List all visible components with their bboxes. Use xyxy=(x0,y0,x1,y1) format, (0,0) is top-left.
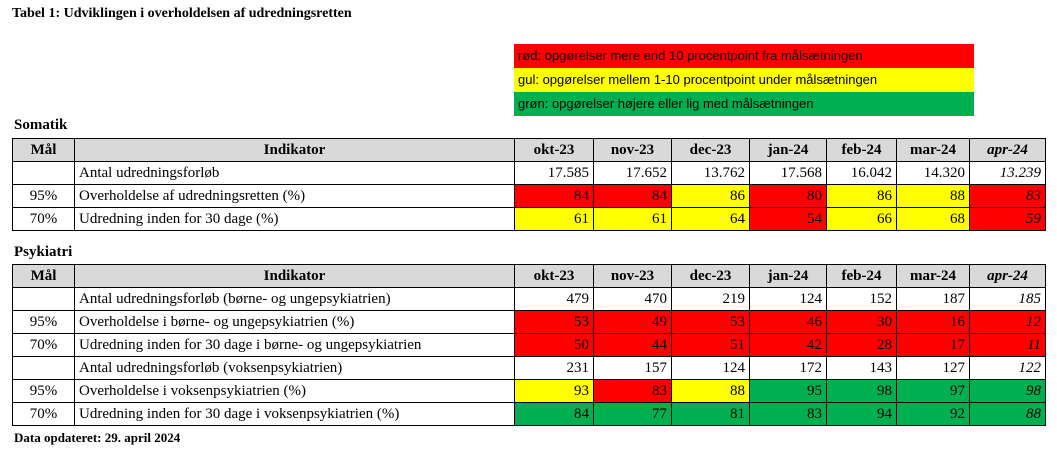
legend-green: grøn: opgørelser højere eller lig med målsætningen xyxy=(514,92,974,116)
header-month: mar-24 xyxy=(897,265,970,288)
header-goal: Mål xyxy=(13,265,75,288)
goal-cell: 70% xyxy=(13,208,75,231)
value-cell: 97 xyxy=(897,380,970,403)
section-title-somatik: Somatik xyxy=(14,117,68,133)
table-row xyxy=(13,288,1046,311)
section-title-psykiatri: Psykiatri xyxy=(14,244,73,260)
psykiatri-table xyxy=(12,264,1046,426)
value-cell: 187 xyxy=(897,288,970,311)
value-cell: 86 xyxy=(672,185,750,208)
header-month: nov-23 xyxy=(594,139,672,162)
table-row xyxy=(13,403,1046,426)
value-cell: 98 xyxy=(970,380,1046,403)
header-month: apr-24 xyxy=(970,265,1046,288)
table-row xyxy=(13,311,1046,334)
value-cell: 185 xyxy=(970,288,1046,311)
goal-cell: 70% xyxy=(13,403,75,426)
value-cell: 124 xyxy=(672,357,750,380)
value-cell: 53 xyxy=(672,311,750,334)
indicator-cell: Udredning inden for 30 dage i børne- og ungepsykiatrien xyxy=(75,334,515,357)
goal-cell: 95% xyxy=(13,311,75,334)
header-month: apr-24 xyxy=(970,139,1046,162)
indicator-cell: Overholdelse i voksenpsykiatrien (%) xyxy=(75,380,515,403)
legend-red: rød: opgørelser mere end 10 procentpoint fra målsætningen xyxy=(514,44,974,68)
goal-cell xyxy=(13,288,75,311)
value-cell: 12 xyxy=(970,311,1046,334)
legend-yellow: gul: opgørelser mellem 1-10 procentpoint under målsætningen xyxy=(514,68,974,92)
table-title: Tabel 1: Udviklingen i overholdelsen af udredningsretten xyxy=(12,6,352,21)
goal-cell: 70% xyxy=(13,334,75,357)
value-cell: 61 xyxy=(594,208,672,231)
header-month: dec-23 xyxy=(672,265,750,288)
goal-cell xyxy=(13,162,75,185)
value-cell: 127 xyxy=(897,357,970,380)
indicator-cell: Udredning inden for 30 dage (%) xyxy=(75,208,515,231)
table-row xyxy=(13,334,1046,357)
value-cell: 44 xyxy=(594,334,672,357)
value-cell: 13.239 xyxy=(970,162,1046,185)
value-cell: 92 xyxy=(897,403,970,426)
value-cell: 81 xyxy=(672,403,750,426)
header-month: feb-24 xyxy=(827,265,897,288)
header-indicator: Indikator xyxy=(75,139,515,162)
value-cell: 143 xyxy=(827,357,897,380)
indicator-cell: Overholdelse af udredningsretten (%) xyxy=(75,185,515,208)
value-cell: 17.585 xyxy=(515,162,594,185)
table-row xyxy=(13,162,1046,185)
value-cell: 42 xyxy=(750,334,827,357)
value-cell: 28 xyxy=(827,334,897,357)
header-month: nov-23 xyxy=(594,265,672,288)
value-cell: 16 xyxy=(897,311,970,334)
value-cell: 68 xyxy=(897,208,970,231)
value-cell: 46 xyxy=(750,311,827,334)
header-indicator: Indikator xyxy=(75,265,515,288)
value-cell: 13.762 xyxy=(672,162,750,185)
value-cell: 95 xyxy=(750,380,827,403)
value-cell: 54 xyxy=(750,208,827,231)
header-month: okt-23 xyxy=(515,265,594,288)
value-cell: 172 xyxy=(750,357,827,380)
value-cell: 64 xyxy=(672,208,750,231)
value-cell: 80 xyxy=(750,185,827,208)
value-cell: 49 xyxy=(594,311,672,334)
table-row xyxy=(13,208,1046,231)
goal-cell: 95% xyxy=(13,185,75,208)
header-row xyxy=(13,265,1046,288)
color-legend xyxy=(514,44,974,116)
table-row xyxy=(13,357,1046,380)
value-cell: 61 xyxy=(515,208,594,231)
value-cell: 14.320 xyxy=(897,162,970,185)
header-month: jan-24 xyxy=(750,265,827,288)
value-cell: 86 xyxy=(827,185,897,208)
value-cell: 88 xyxy=(970,403,1046,426)
goal-cell xyxy=(13,357,75,380)
value-cell: 84 xyxy=(594,185,672,208)
value-cell: 17 xyxy=(897,334,970,357)
indicator-cell: Overholdelse i børne- og ungepsykiatrien (%) xyxy=(75,311,515,334)
header-goal: Mål xyxy=(13,139,75,162)
table-row xyxy=(13,380,1046,403)
header-month: mar-24 xyxy=(897,139,970,162)
header-month: feb-24 xyxy=(827,139,897,162)
value-cell: 50 xyxy=(515,334,594,357)
value-cell: 77 xyxy=(594,403,672,426)
header-month: jan-24 xyxy=(750,139,827,162)
value-cell: 30 xyxy=(827,311,897,334)
value-cell: 84 xyxy=(515,185,594,208)
value-cell: 88 xyxy=(672,380,750,403)
value-cell: 11 xyxy=(970,334,1046,357)
goal-cell: 95% xyxy=(13,380,75,403)
value-cell: 157 xyxy=(594,357,672,380)
value-cell: 152 xyxy=(827,288,897,311)
indicator-cell: Udredning inden for 30 dage i voksenpsykiatrien (%) xyxy=(75,403,515,426)
value-cell: 59 xyxy=(970,208,1046,231)
value-cell: 94 xyxy=(827,403,897,426)
indicator-cell: Antal udredningsforløb xyxy=(75,162,515,185)
indicator-cell: Antal udredningsforløb (voksenpsykiatrien) xyxy=(75,357,515,380)
value-cell: 231 xyxy=(515,357,594,380)
value-cell: 93 xyxy=(515,380,594,403)
value-cell: 51 xyxy=(672,334,750,357)
value-cell: 17.568 xyxy=(750,162,827,185)
value-cell: 53 xyxy=(515,311,594,334)
indicator-cell: Antal udredningsforløb (børne- og ungepsykiatrien) xyxy=(75,288,515,311)
value-cell: 66 xyxy=(827,208,897,231)
header-month: dec-23 xyxy=(672,139,750,162)
value-cell: 124 xyxy=(750,288,827,311)
value-cell: 83 xyxy=(594,380,672,403)
value-cell: 98 xyxy=(827,380,897,403)
value-cell: 470 xyxy=(594,288,672,311)
value-cell: 479 xyxy=(515,288,594,311)
table-row xyxy=(13,185,1046,208)
value-cell: 122 xyxy=(970,357,1046,380)
value-cell: 83 xyxy=(750,403,827,426)
value-cell: 83 xyxy=(970,185,1046,208)
value-cell: 17.652 xyxy=(594,162,672,185)
header-month: okt-23 xyxy=(515,139,594,162)
data-updated-note: Data opdateret: 29. april 2024 xyxy=(14,430,181,445)
value-cell: 219 xyxy=(672,288,750,311)
value-cell: 16.042 xyxy=(827,162,897,185)
somatik-table xyxy=(12,138,1046,231)
value-cell: 84 xyxy=(515,403,594,426)
header-row xyxy=(13,139,1046,162)
value-cell: 88 xyxy=(897,185,970,208)
